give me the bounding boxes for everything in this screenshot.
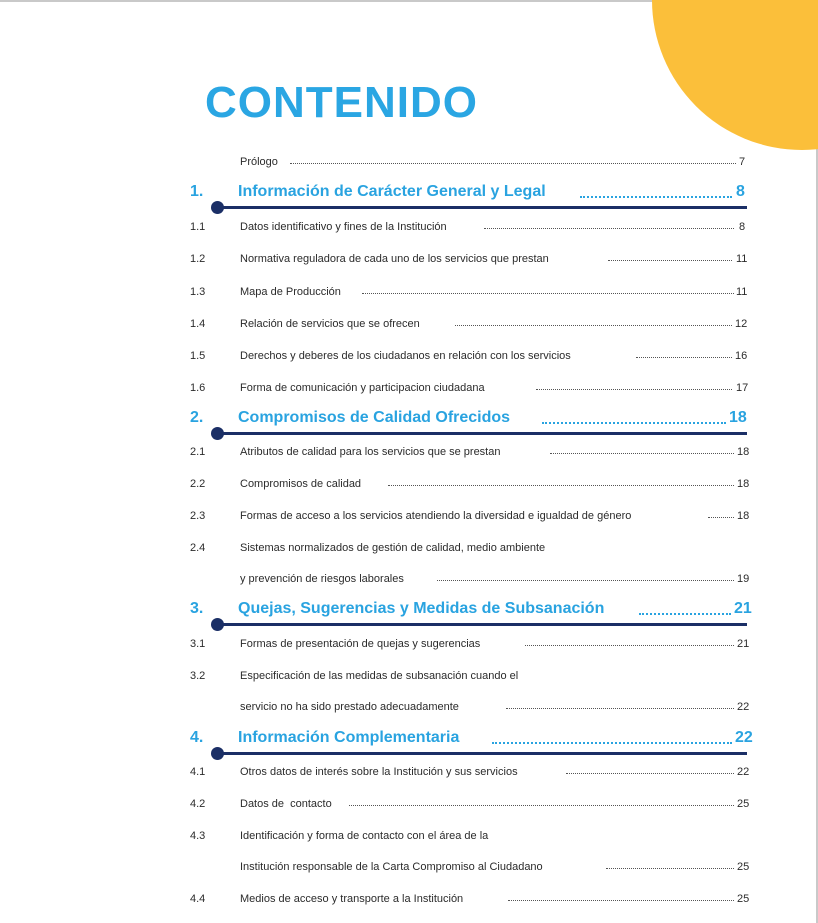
toc-entry-label: Forma de comunicación y participacion ciudadana xyxy=(240,382,485,394)
toc-section-1[interactable] xyxy=(0,183,818,209)
leader-dots xyxy=(388,485,734,486)
section-leader-dots xyxy=(542,422,726,424)
toc-entry-number: 4.2 xyxy=(190,798,206,810)
toc-entry-4-2[interactable] xyxy=(0,796,818,816)
toc-entry-label: Otros datos de interés sobre la Institución y sus servicios xyxy=(240,766,518,778)
toc-page-number: 7 xyxy=(739,156,746,168)
toc-entry-2-4-continued[interactable] xyxy=(0,571,818,591)
section-bullet xyxy=(211,747,224,760)
section-leader-dots xyxy=(580,196,732,198)
toc-page-number: 21 xyxy=(737,638,750,650)
toc-entry-number: 1.2 xyxy=(190,253,206,265)
leader-dots xyxy=(608,260,732,261)
toc-page-number: 25 xyxy=(737,893,750,905)
toc-entry-number: 2.3 xyxy=(190,510,206,522)
section-bullet xyxy=(211,427,224,440)
section-rule xyxy=(217,432,747,435)
toc-entry-number: 1.5 xyxy=(190,350,206,362)
toc-entry-prologo[interactable] xyxy=(0,154,818,174)
toc-entry-number: 1.3 xyxy=(190,286,206,298)
toc-entry-2-3[interactable] xyxy=(0,508,818,528)
toc-entry-number: 1.6 xyxy=(190,382,206,394)
toc-entry-label: Medios de acceso y transporte a la Institución xyxy=(240,893,464,905)
leader-dots xyxy=(566,773,734,774)
toc-entry-4-3[interactable] xyxy=(0,828,818,848)
section-rule xyxy=(217,752,747,755)
toc-entry-number: 4.4 xyxy=(190,893,206,905)
page-title: CONTENIDO xyxy=(205,78,478,127)
toc-entry-1-4[interactable] xyxy=(0,316,818,336)
leader-dots xyxy=(636,357,732,358)
section-page-number: 8 xyxy=(736,183,745,200)
toc-page-number: 25 xyxy=(737,861,750,873)
section-number: 1. xyxy=(190,183,204,200)
leader-dots xyxy=(349,805,734,806)
toc-page-number: 22 xyxy=(737,701,750,713)
toc-entry-number: 4.1 xyxy=(190,766,206,778)
section-page-number: 18 xyxy=(729,409,747,426)
toc-entry-1-5[interactable] xyxy=(0,348,818,368)
toc-entry-number: 1.4 xyxy=(190,318,206,330)
toc-page-number: 17 xyxy=(736,382,749,394)
toc-page-number: 12 xyxy=(735,318,748,330)
leader-dots xyxy=(525,645,734,646)
toc-entry-number: 2.2 xyxy=(190,478,206,490)
toc-page-number: 8 xyxy=(739,221,746,233)
toc-page-number: 18 xyxy=(737,446,750,458)
toc-entry-label-continued: y prevención de riesgos laborales xyxy=(240,573,404,585)
toc-page-number: 22 xyxy=(737,766,750,778)
leader-dots xyxy=(550,453,734,454)
toc-page-number: 19 xyxy=(737,573,750,585)
toc-page-number: 18 xyxy=(737,478,750,490)
toc-entry-label: Compromisos de calidad xyxy=(240,478,362,490)
toc-entry-number: 2.1 xyxy=(190,446,206,458)
toc-entry-4-4[interactable] xyxy=(0,891,818,911)
toc-entry-number: 2.4 xyxy=(190,542,206,554)
toc-entry-label: Datos de contacto xyxy=(240,798,332,810)
toc-entry-number: 1.1 xyxy=(190,221,206,233)
toc-entry-label-continued: Institución responsable de la Carta Compromiso al Ciudadano xyxy=(240,861,543,873)
toc-section-4[interactable] xyxy=(0,729,818,755)
leader-dots xyxy=(536,389,732,390)
toc-entry-label: Sistemas normalizados de gestión de calidad, medio ambiente xyxy=(240,542,546,554)
leader-dots xyxy=(484,228,734,229)
toc-entry-2-2[interactable] xyxy=(0,476,818,496)
toc-entry-3-2[interactable] xyxy=(0,668,818,688)
toc-entry-label: Prólogo xyxy=(240,156,278,168)
leader-dots xyxy=(606,868,734,869)
toc-entry-label: Mapa de Producción xyxy=(240,286,341,298)
toc-entry-number: 3.1 xyxy=(190,638,206,650)
toc-section-2[interactable] xyxy=(0,409,818,435)
toc-entry-label: Formas de acceso a los servicios atendiendo la diversidad e igualdad de género xyxy=(240,510,632,522)
section-number: 2. xyxy=(190,409,204,426)
leader-dots xyxy=(455,325,732,326)
toc-page-number: 11 xyxy=(736,286,748,298)
toc-entry-1-2[interactable] xyxy=(0,251,818,271)
section-leader-dots xyxy=(639,613,731,615)
section-number: 3. xyxy=(190,600,204,617)
toc-page-number: 16 xyxy=(735,350,748,362)
section-page-number: 21 xyxy=(734,600,752,617)
toc-page-number: 18 xyxy=(737,510,750,522)
toc-entry-1-6[interactable] xyxy=(0,380,818,400)
toc-entry-label-continued: servicio no ha sido prestado adecuadamente xyxy=(240,701,459,713)
toc-entry-4-3-continued[interactable] xyxy=(0,859,818,879)
toc-entry-label: Datos identificativo y fines de la Institución xyxy=(240,221,447,233)
toc-page-number: 25 xyxy=(737,798,750,810)
leader-dots xyxy=(506,708,734,709)
leader-dots xyxy=(708,517,734,518)
leader-dots xyxy=(437,580,734,581)
toc-entry-label: Atributos de calidad para los servicios que se prestan xyxy=(240,446,501,458)
toc-entry-number: 3.2 xyxy=(190,670,206,682)
section-title: Información de Carácter General y Legal xyxy=(238,183,546,200)
section-title: Compromisos de Calidad Ofrecidos xyxy=(238,409,511,426)
section-page-number: 22 xyxy=(735,729,753,746)
section-title: Quejas, Sugerencias y Medidas de Subsanación xyxy=(238,600,605,617)
toc-entry-3-1[interactable] xyxy=(0,636,818,656)
toc-entry-1-3[interactable] xyxy=(0,284,818,304)
toc-entry-label: Normativa reguladora de cada uno de los servicios que prestan xyxy=(240,253,549,265)
leader-dots xyxy=(362,293,734,294)
section-bullet xyxy=(211,618,224,631)
section-leader-dots xyxy=(492,742,732,744)
toc-entry-label: Especificación de las medidas de subsanación cuando el xyxy=(240,670,519,682)
corner-decoration xyxy=(652,0,818,150)
section-bullet xyxy=(211,201,224,214)
toc-entry-2-4[interactable] xyxy=(0,540,818,560)
toc-entry-number: 4.3 xyxy=(190,830,206,842)
toc-entry-3-2-continued[interactable] xyxy=(0,699,818,719)
leader-dots xyxy=(508,900,734,901)
toc-section-3[interactable] xyxy=(0,600,818,626)
toc-page-number: 11 xyxy=(736,253,748,265)
toc-entry-label: Identificación y forma de contacto con el área de la xyxy=(240,830,489,842)
toc-entry-label: Relación de servicios que se ofrecen xyxy=(240,318,420,330)
section-title: Información Complementaria xyxy=(238,729,460,746)
toc-entry-1-1[interactable] xyxy=(0,219,818,239)
toc-entry-label: Derechos y deberes de los ciudadanos en relación con los servicios xyxy=(240,350,571,362)
section-rule xyxy=(217,623,747,626)
toc-entry-4-1[interactable] xyxy=(0,764,818,784)
section-rule xyxy=(217,206,747,209)
section-number: 4. xyxy=(190,729,204,746)
leader-dots xyxy=(290,163,736,164)
toc-entry-2-1[interactable] xyxy=(0,444,818,464)
toc-entry-label: Formas de presentación de quejas y sugerencias xyxy=(240,638,481,650)
